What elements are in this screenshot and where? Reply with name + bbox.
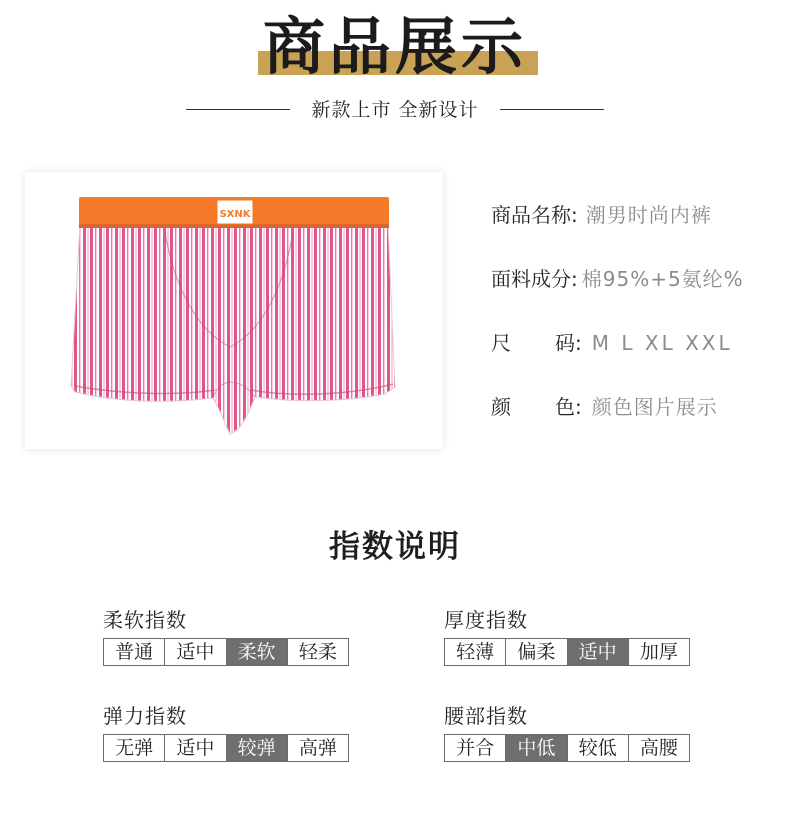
meter-label: 厚度指数 bbox=[444, 608, 528, 632]
spec-label-suffix: 色: bbox=[555, 395, 582, 419]
meter-option: 适中 bbox=[164, 639, 225, 665]
meter-label: 腰部指数 bbox=[444, 704, 528, 728]
meter-option: 适中 bbox=[567, 639, 628, 665]
spec-row-fabric bbox=[491, 262, 744, 296]
spec-label: 尺 bbox=[491, 331, 511, 355]
boxer-brief-illustration bbox=[25, 172, 443, 449]
page-title: 商品展示 bbox=[262, 10, 527, 83]
product-photo bbox=[25, 172, 443, 449]
page-subtitle: 新款上市 全新设计 bbox=[311, 99, 479, 121]
meter-option: 轻柔 bbox=[287, 639, 348, 665]
index-section-title: 指数说明 bbox=[329, 529, 461, 565]
spec-row-color bbox=[491, 390, 718, 424]
meter-scale bbox=[444, 734, 690, 762]
elasticity-meter bbox=[103, 702, 349, 762]
meter-scale bbox=[444, 638, 690, 666]
meter-option: 较弹 bbox=[226, 735, 287, 761]
meter-option: 高腰 bbox=[628, 735, 689, 761]
spec-value: 颜色图片展示 bbox=[591, 395, 718, 419]
subtitle-divider-left bbox=[186, 109, 290, 110]
meter-label: 柔软指数 bbox=[103, 608, 187, 632]
meter-option: 无弹 bbox=[115, 737, 154, 759]
waist-meter bbox=[444, 702, 690, 762]
meter-scale bbox=[103, 734, 349, 762]
meter-option: 偏柔 bbox=[505, 639, 566, 665]
spec-label-suffix: 码: bbox=[555, 331, 582, 355]
meter-option: 柔软 bbox=[226, 639, 287, 665]
meter-option: 普通 bbox=[115, 641, 154, 663]
meter-label: 弹力指数 bbox=[103, 704, 187, 728]
spec-label: 商品名称: bbox=[491, 203, 578, 227]
softness-meter bbox=[103, 606, 349, 666]
brand-tag-text: SXNK bbox=[219, 209, 251, 220]
thickness-meter bbox=[444, 606, 690, 666]
meter-option: 加厚 bbox=[628, 639, 689, 665]
subtitle-divider-right bbox=[500, 109, 604, 110]
spec-label: 面料成分: bbox=[491, 267, 578, 291]
meter-option: 中低 bbox=[505, 735, 566, 761]
meter-option: 轻薄 bbox=[456, 641, 495, 663]
spec-label: 颜 bbox=[491, 395, 511, 419]
meter-option: 并合 bbox=[456, 737, 495, 759]
meter-option: 高弹 bbox=[287, 735, 348, 761]
meter-scale bbox=[103, 638, 349, 666]
meter-option: 较低 bbox=[567, 735, 628, 761]
header bbox=[0, 10, 790, 83]
meter-option: 适中 bbox=[164, 735, 225, 761]
spec-row-name bbox=[491, 198, 712, 232]
spec-value: 潮男时尚内裤 bbox=[585, 203, 712, 227]
spec-value: 棉95%+5氨纶% bbox=[581, 267, 744, 291]
spec-value: M L XL XXL bbox=[591, 331, 733, 355]
spec-row-size bbox=[491, 326, 733, 360]
